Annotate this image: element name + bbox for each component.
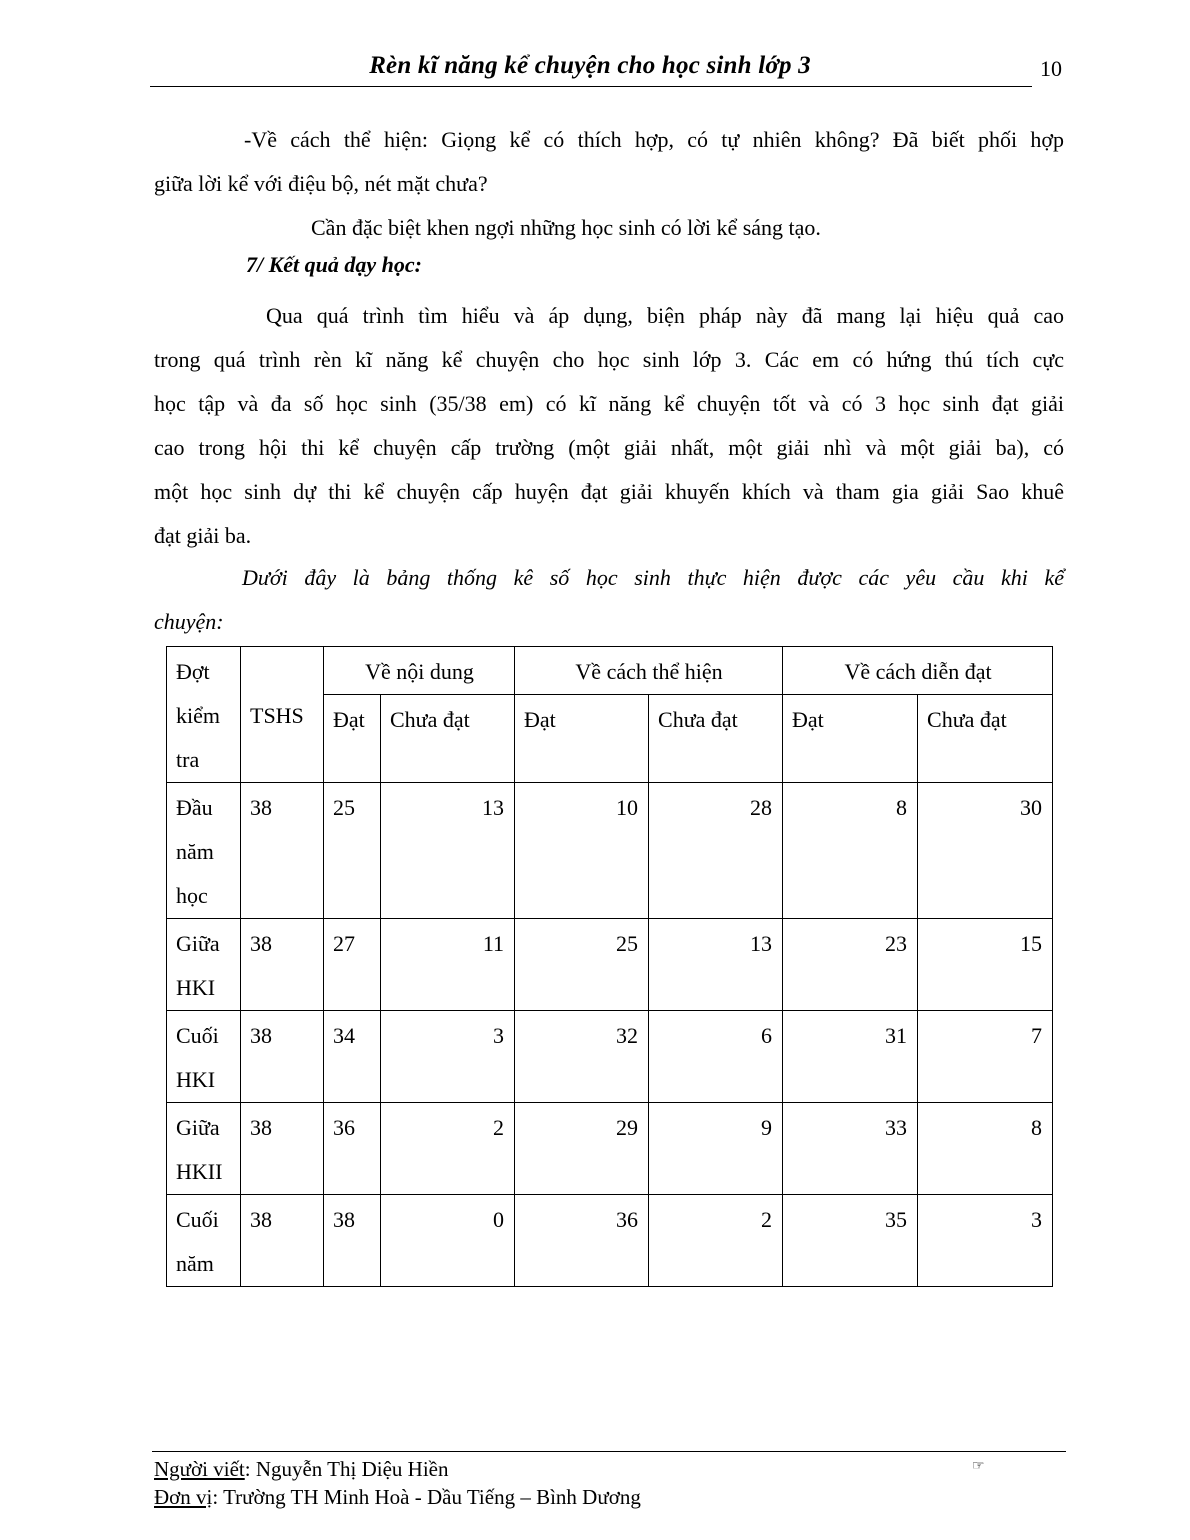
cell-period: Cuối năm [167,1195,241,1287]
subheader-expression-pass: Đạt [783,695,918,783]
cell-expression-fail: 30 [918,783,1053,919]
table-intro-line-2: chuyện: [154,609,224,634]
table-row [167,1195,1053,1287]
cell-content-pass: 27 [324,919,381,1011]
cell-presentation-fail: 6 [649,1011,783,1103]
cell-content-fail: 2 [381,1103,515,1195]
section-heading: 7/ Kết quả dạy học: [246,252,422,277]
subheader-content-fail: Chưa đạt [381,695,515,783]
results-line-6: đạt giải ba. [154,523,252,548]
cell-expression-pass: 8 [783,783,918,919]
cell-presentation-fail: 2 [649,1195,783,1287]
table-row [167,919,1053,1011]
cell-expression-fail: 7 [918,1011,1053,1103]
author-name: : Nguyễn Thị Diệu Hiền [244,1457,449,1481]
header-expression-group: Về cách diễn đạt [783,647,1053,695]
table-row [167,783,1053,919]
cell-expression-pass: 31 [783,1011,918,1103]
cell-expression-fail: 15 [918,919,1053,1011]
header-total: TSHS [241,647,324,783]
pointing-hand-icon: ☞ [972,1459,985,1474]
cell-period: Đầu năm học [167,783,241,919]
cell-presentation-fail: 13 [649,919,783,1011]
cell-expression-pass: 33 [783,1103,918,1195]
header-content-group: Về nội dung [324,647,515,695]
cell-expression-pass: 35 [783,1195,918,1287]
cell-expression-pass: 23 [783,919,918,1011]
praise-line: Cần đặc biệt khen ngợi những học sinh có lời kể sáng tạo. [311,215,821,240]
presentation-criteria-line-2: giữa lời kể với điệu bộ, nét mặt chưa? [154,171,488,196]
footer-rule [152,1451,1066,1452]
cell-expression-fail: 8 [918,1103,1053,1195]
results-line-5: một học sinh dự thi kể chuyện cấp huyện đạt giải khuyến khích và tham gia giải Sao khuê [154,479,1064,504]
cell-total: 38 [241,783,324,919]
results-statistics-table [166,646,1053,1287]
cell-content-pass: 36 [324,1103,381,1195]
cell-period: Cuối HKI [167,1011,241,1103]
unit-label: Đơn vị [154,1485,213,1509]
table-row [167,1103,1053,1195]
cell-content-pass: 38 [324,1195,381,1287]
results-line-4: cao trong hội thi kể chuyện cấp trường (một giải nhất, một giải nhì và một giải ba), có [154,435,1064,460]
cell-expression-fail: 3 [918,1195,1053,1287]
page-header-title: Rèn kĩ năng kể chuyện cho học sinh lớp 3 [369,52,811,79]
table-row [167,1011,1053,1103]
cell-total: 38 [241,1011,324,1103]
cell-content-pass: 25 [324,783,381,919]
cell-total: 38 [241,1195,324,1287]
cell-presentation-pass: 32 [515,1011,649,1103]
page-number: 10 [1040,56,1062,81]
subheader-presentation-pass: Đạt [515,695,649,783]
author-label: Người viết [154,1457,245,1481]
subheader-presentation-fail: Chưa đạt [649,695,783,783]
table-intro-line-1: Dưới đây là bảng thống kê số học sinh thực hiện được các yêu cầu khi kể [242,565,1064,590]
cell-period: Giữa HKII [167,1103,241,1195]
cell-presentation-pass: 25 [515,919,649,1011]
cell-presentation-pass: 36 [515,1195,649,1287]
presentation-criteria-line-1: -Về cách thể hiện: Giọng kể có thích hợp, có tự nhiên không? Đã biết phối hợp [244,127,1064,152]
unit-name: : Trường TH Minh Hoà - Dầu Tiếng – Bình Dương [212,1485,641,1509]
cell-presentation-pass: 29 [515,1103,649,1195]
cell-content-fail: 13 [381,783,515,919]
header-rule [150,86,1032,87]
header-presentation-group: Về cách thể hiện [515,647,783,695]
subheader-expression-fail: Chưa đạt [918,695,1053,783]
results-line-3: học tập và đa số học sinh (35/38 em) có kĩ năng kể chuyện tốt và có 3 học sinh đạt giải [154,391,1064,416]
header-period: Đợt kiểm tra [167,647,241,783]
results-line-1: Qua quá trình tìm hiểu và áp dụng, biện pháp này đã mang lại hiệu quả cao [266,303,1064,328]
cell-content-fail: 0 [381,1195,515,1287]
cell-period: Giữa HKI [167,919,241,1011]
table-header-row [167,647,1053,695]
cell-total: 38 [241,919,324,1011]
cell-total: 38 [241,1103,324,1195]
cell-content-pass: 34 [324,1011,381,1103]
cell-presentation-pass: 10 [515,783,649,919]
footer-unit [154,1485,641,1510]
subheader-content-pass: Đạt [324,695,381,783]
cell-presentation-fail: 9 [649,1103,783,1195]
cell-content-fail: 11 [381,919,515,1011]
cell-content-fail: 3 [381,1011,515,1103]
cell-presentation-fail: 28 [649,783,783,919]
results-line-2: trong quá trình rèn kĩ năng kể chuyện cho học sinh lớp 3. Các em có hứng thú tích cực [154,347,1064,372]
footer-author [154,1457,448,1482]
